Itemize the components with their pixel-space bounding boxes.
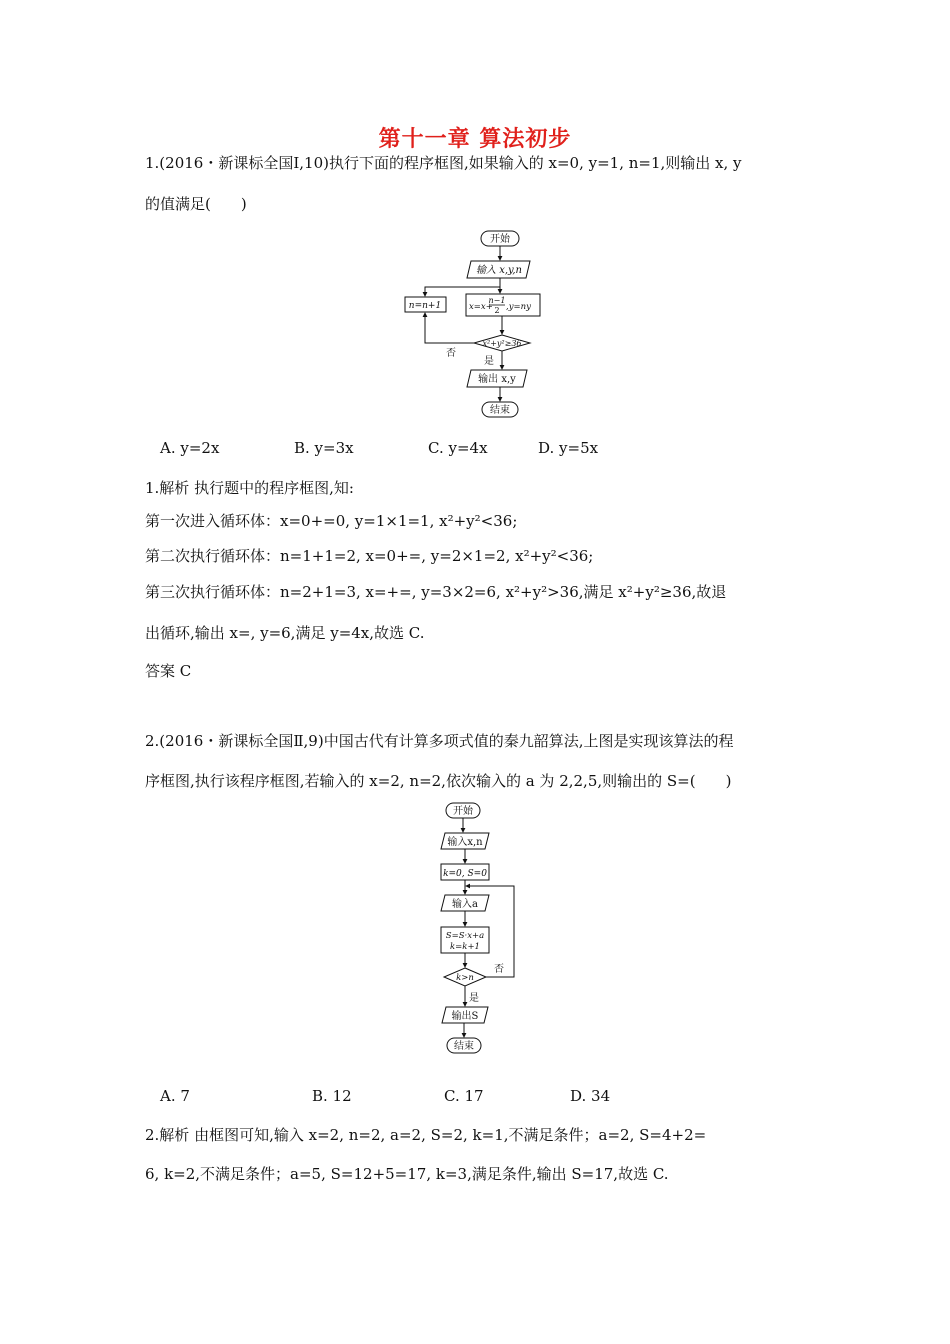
q2-option-b[interactable]: B. 12	[312, 1087, 352, 1105]
q2-options	[160, 1087, 610, 1105]
q2-output-label: 输出S	[451, 1011, 479, 1022]
q1-option-b[interactable]: B. y=3x	[294, 439, 354, 457]
q1-option-d[interactable]: D. y=5x	[538, 439, 599, 457]
q1-stem-line1: 1.(2016・新课标全国Ⅰ,10)执行下面的程序框图,如果输入的 x=0, y=1, n=1,则输出 x, y	[145, 154, 742, 172]
q2-update2-label: k=k+1	[450, 942, 480, 952]
q1-solution-line5: 出循环,输出 x=, y=6,满足 y=4x,故选 C.	[145, 624, 425, 642]
q1-option-a[interactable]: A. y=2x	[160, 439, 220, 457]
q1-solution-line1: 1.解析 执行题中的程序框图,知:	[145, 479, 354, 497]
q2-start-label: 开始	[453, 806, 473, 817]
q1-answer: 答案 C	[145, 662, 192, 680]
q1-cond-label: x²+y²≥36	[482, 339, 522, 348]
q2-option-d[interactable]: D. 34	[570, 1087, 611, 1105]
q1-update-xy-prefix: x=x+	[469, 302, 493, 312]
q1-update-n-label: n=n+1	[408, 301, 442, 311]
q2-input-a-label: 输入a	[452, 899, 478, 910]
q2-stem-line1: 2.(2016・新课标全国Ⅱ,9)中国古代有计算多项式值的秦九韶算法,上图是实现该算法的程	[145, 732, 734, 750]
q1-flowchart	[395, 228, 555, 423]
q1-yes-label: 是	[484, 356, 494, 367]
q1-frac-num: n−1	[488, 296, 506, 305]
q2-stem-line2: 序框图,执行该程序框图,若输入的 x=2, n=2,依次输入的 a 为 2,2,5,则输出的 S=( )	[145, 772, 732, 790]
q2-solution-line2: 6, k=2,不满足条件；a=5, S=12+5=17, k=3,满足条件,输出 S=17,故选 C.	[145, 1165, 669, 1183]
q1-option-c[interactable]: C. y=4x	[428, 439, 488, 457]
q1-solution-line4: 第三次执行循环体：n=2+1=3, x=+=, y=3×2=6, x²+y²>36,满足 x²+y²≥36,故退	[145, 583, 727, 601]
q2-no-label: 否	[494, 964, 504, 975]
q1-input-label: 输入 x,y,n	[476, 265, 522, 276]
q1-update-xy-suffix: ,y=ny	[506, 302, 531, 312]
q2-solution-line1: 2.解析 由框图可知,输入 x=2, n=2, a=2, S=2, k=1,不满足条件；a=2, S=4+2=	[145, 1126, 707, 1144]
q1-solution-line2: 第一次进入循环体：x=0+=0, y=1×1=1, x²+y²<36;	[145, 512, 518, 530]
q1-end-label: 结束	[490, 405, 510, 416]
q2-update1-label: S=S·x+a	[445, 931, 485, 941]
q1-frac-den: 2	[494, 306, 500, 315]
q1-no-label: 否	[446, 348, 456, 359]
q1-solution-line3: 第二次执行循环体：n=1+1=2, x=0+=, y=2×1=2, x²+y²<36;	[145, 547, 594, 565]
q2-cond-label: k>n	[456, 973, 474, 983]
q2-option-a[interactable]: A. 7	[160, 1087, 190, 1105]
q1-output-label: 输出 x,y	[478, 374, 516, 385]
q2-end-label: 结束	[454, 1041, 474, 1052]
q1-start-label: 开始	[490, 234, 510, 245]
q1-stem-line2: 的值满足( )	[145, 195, 247, 213]
q1-options	[160, 439, 598, 457]
q2-init-label: k=0, S=0	[443, 869, 487, 879]
q2-flowchart	[430, 798, 525, 1060]
q2-yes-label: 是	[469, 993, 479, 1004]
q2-option-c[interactable]: C. 17	[444, 1087, 484, 1105]
q2-input-label: 输入x,n	[447, 837, 483, 848]
page-title: 第十一章 算法初步	[378, 126, 572, 152]
